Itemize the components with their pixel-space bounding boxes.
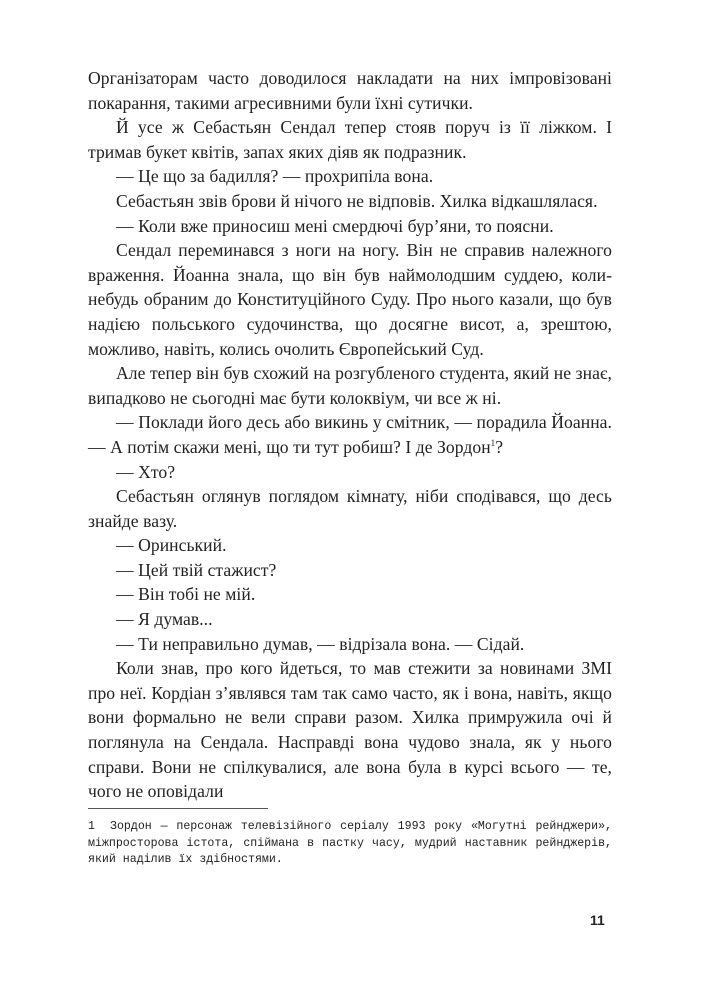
body-text	[88, 66, 612, 804]
dialogue-line: — Ти неправильно думав, — відрізала вона. — Сідай.	[116, 633, 525, 654]
dialogue-line: — Я думав...	[116, 609, 213, 630]
dialogue-line: — Це що за бадилля? — прохрипіла вона.	[116, 166, 434, 187]
paragraph: Організаторам часто доводилося накладати на них імпровізовані покарання, такими агресивними були їхні сутички.	[88, 68, 612, 113]
dialogue-line: — Цей твій стажист?	[116, 559, 277, 580]
paragraph: Сендал переминався з ноги на ногу. Він не справив належного враження. Йоанна знала, що він був наймолодшим суддею, коли-небудь обраним до Конституційного Суду. Про нього казали, що був надією польського судочинства, що досягне висот, а, зрештою, можливо, навіть, колись очолить Європейський Суд.	[88, 240, 612, 359]
dialogue-text: — Поклади його десь або викинь у смітник, — порадила Йоанна. — А потім скажи мені, що ти тут робиш? І де Зордон	[88, 412, 612, 457]
footnote	[88, 819, 612, 869]
footnote-mark: 1	[88, 819, 95, 833]
footnote-reference[interactable]: 1	[490, 438, 496, 449]
paragraph: Коли знав, про кого йдеться, то мав стежити за новинами ЗМІ про неї. Кордіан з’являвся там так само часто, як і вона, навіть, якщо вони формально не вели справи разом. Хилка примружила очі й поглянула на Сендала. Насправді вона чудово знала, як у нього справи. Вони не спілкувалися, але вона була в курсі всього — те, чого не оповідали	[88, 658, 612, 802]
footnote-separator	[88, 808, 268, 809]
dialogue-line: — Він тобі не мій.	[116, 584, 256, 605]
paragraph: Себастьян звів брови й нічого не відповів. Хилка відкашлялася.	[116, 190, 598, 211]
paragraph: Але тепер він був схожий на розгубленого студента, який не знає, випадково не сьогодні має бути колоквіум, чи все ж ні.	[88, 363, 612, 408]
dialogue-line	[88, 410, 612, 459]
dialogue-line: — Хто?	[116, 461, 176, 482]
paragraph: Й усе ж Себастьян Сендал тепер стояв поруч із її ліжком. І тримав букет квітів, запах яких діяв як подразник.	[88, 117, 612, 162]
dialogue-line: — Оринський.	[116, 535, 227, 556]
dialogue-line: — Коли вже приносиш мені смердючі бур’яни, то поясни.	[116, 215, 554, 236]
dialogue-text: ?	[495, 436, 504, 457]
page-number: 11	[590, 912, 605, 928]
paragraph: Себастьян оглянув поглядом кімнату, ніби сподівався, що десь знайде вазу.	[88, 486, 612, 531]
footnote-text: Зордон — персонаж телевізійного серіалу 1993 року «Могутні рейнджери», міжпросторова істота, спіймана в пастку часу, мудрий наставник рейнджерів, який наділив їх здібностями.	[88, 819, 612, 867]
book-page	[88, 66, 612, 869]
